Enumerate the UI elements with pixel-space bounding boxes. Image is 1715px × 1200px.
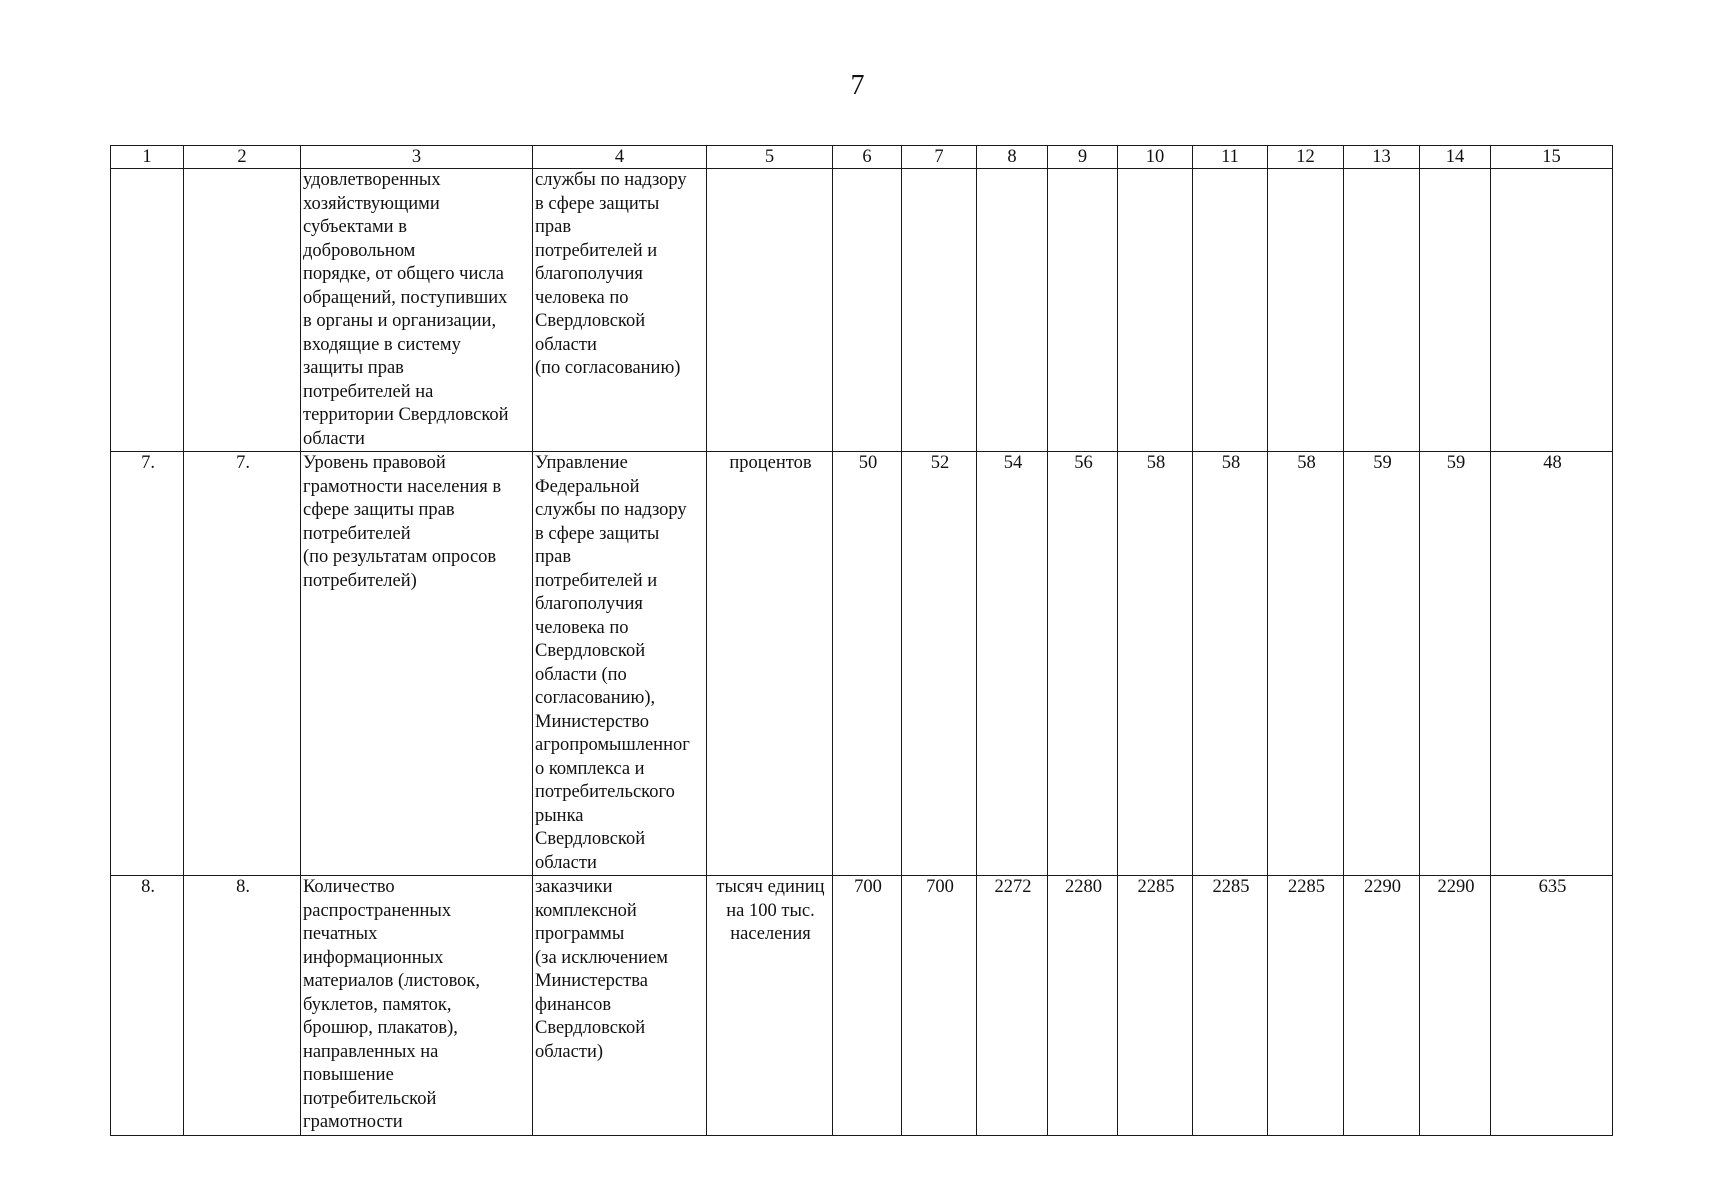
column-number: 12 bbox=[1268, 146, 1344, 169]
value-cell: 50 bbox=[833, 452, 902, 876]
unit-of-measure bbox=[707, 169, 833, 452]
column-number: 3 bbox=[301, 146, 533, 169]
value-cell: 59 bbox=[1420, 452, 1491, 876]
value-cell: 58 bbox=[1268, 452, 1344, 876]
column-number: 15 bbox=[1491, 146, 1613, 169]
value-cell bbox=[902, 169, 977, 452]
value-cell: 58 bbox=[1118, 452, 1193, 876]
unit-of-measure: процентов bbox=[707, 452, 833, 876]
value-cell bbox=[1118, 169, 1193, 452]
table-row bbox=[111, 876, 1613, 1136]
column-number: 8 bbox=[977, 146, 1048, 169]
row-number bbox=[111, 169, 184, 452]
value-cell bbox=[1193, 169, 1268, 452]
value-cell: 2280 bbox=[1048, 876, 1118, 1136]
value-cell: 56 bbox=[1048, 452, 1118, 876]
column-number: 6 bbox=[833, 146, 902, 169]
value-cell bbox=[1048, 169, 1118, 452]
value-cell bbox=[1420, 169, 1491, 452]
table-row bbox=[111, 169, 1613, 452]
column-number: 4 bbox=[533, 146, 707, 169]
value-cell: 52 bbox=[902, 452, 977, 876]
responsible-executor: заказчики комплексной программы (за исключением Министерства финансов Свердловской области) bbox=[533, 876, 707, 1136]
value-cell bbox=[833, 169, 902, 452]
unit-of-measure: тысяч единиц на 100 тыс. населения bbox=[707, 876, 833, 1136]
indicator-name: удовлетворенных хозяйствующими субъектами в добровольном порядке, от общего числа обращений, поступивших в органы и организации, входящие в систему защиты прав потребителей на территории Свердловской области bbox=[301, 169, 533, 452]
row-number: 7. bbox=[111, 452, 184, 876]
value-cell: 2285 bbox=[1268, 876, 1344, 1136]
value-cell: 635 bbox=[1491, 876, 1613, 1136]
task-number: 7. bbox=[184, 452, 301, 876]
column-number: 1 bbox=[111, 146, 184, 169]
responsible-executor: службы по надзору в сфере защиты прав потребителей и благополучия человека по Свердловской области (по согласованию) bbox=[533, 169, 707, 452]
value-cell bbox=[977, 169, 1048, 452]
task-number: 8. bbox=[184, 876, 301, 1136]
column-number: 10 bbox=[1118, 146, 1193, 169]
value-cell: 2272 bbox=[977, 876, 1048, 1136]
value-cell: 700 bbox=[833, 876, 902, 1136]
value-cell: 59 bbox=[1344, 452, 1420, 876]
value-cell: 2285 bbox=[1193, 876, 1268, 1136]
indicators-table bbox=[110, 145, 1613, 1136]
column-number: 7 bbox=[902, 146, 977, 169]
task-number bbox=[184, 169, 301, 452]
column-number: 2 bbox=[184, 146, 301, 169]
column-number: 14 bbox=[1420, 146, 1491, 169]
column-number: 11 bbox=[1193, 146, 1268, 169]
row-number: 8. bbox=[111, 876, 184, 1136]
column-number-row bbox=[111, 146, 1613, 169]
page-number: 7 bbox=[850, 70, 865, 101]
value-cell: 2285 bbox=[1118, 876, 1193, 1136]
indicator-name: Уровень правовой грамотности населения в сфере защиты прав потребителей (по результатам опросов потребителей) bbox=[301, 452, 533, 876]
value-cell bbox=[1491, 169, 1613, 452]
value-cell: 48 bbox=[1491, 452, 1613, 876]
table-row bbox=[111, 452, 1613, 876]
column-number: 5 bbox=[707, 146, 833, 169]
value-cell bbox=[1344, 169, 1420, 452]
value-cell: 54 bbox=[977, 452, 1048, 876]
column-number: 9 bbox=[1048, 146, 1118, 169]
value-cell: 700 bbox=[902, 876, 977, 1136]
value-cell: 58 bbox=[1193, 452, 1268, 876]
column-number: 13 bbox=[1344, 146, 1420, 169]
indicator-name: Количество распространенных печатных информационных материалов (листовок, буклетов, памяток, брошюр, плакатов), направленных на повышение потребительской грамотности bbox=[301, 876, 533, 1136]
responsible-executor: Управление Федеральной службы по надзору в сфере защиты прав потребителей и благополучия человека по Свердловской области (по согласованию), Министерство агропромышленног о комплекса и потребительского рынка Свердловской области bbox=[533, 452, 707, 876]
value-cell: 2290 bbox=[1420, 876, 1491, 1136]
value-cell bbox=[1268, 169, 1344, 452]
value-cell: 2290 bbox=[1344, 876, 1420, 1136]
